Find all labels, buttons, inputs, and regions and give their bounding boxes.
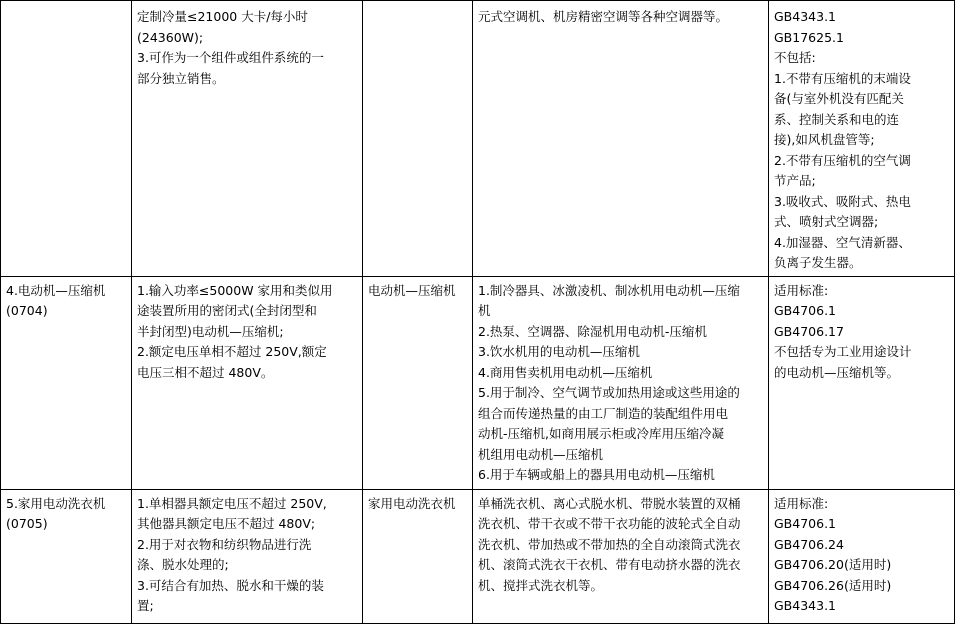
standards-cell: [769, 1, 955, 277]
standards-line: GB4706.17: [774, 323, 844, 339]
standards-line: GB4706.1: [774, 303, 836, 318]
category-line: (0705): [6, 516, 48, 531]
examples-line: 机、搅拌式洗衣机等。: [478, 577, 604, 593]
examples-line: 单桶洗衣机、离心式脱水机、带脱水装置的双桶: [478, 495, 741, 511]
standards-line: GB4706.20(适用时): [774, 557, 892, 572]
scope-line: 涤、脱水处理的;: [137, 557, 229, 572]
category-line: (0704): [6, 303, 48, 318]
scope-line: 3.可作为一个组件或组件系统的一: [137, 50, 324, 65]
scope-line: 其他器具额定电压不超过 480V;: [137, 516, 316, 531]
scope-line: (24360W);: [137, 29, 204, 45]
scope-line: 2.用于对衣物和纺织物品进行洗: [137, 536, 312, 552]
scope-line: 半封闭型)电动机—压缩机;: [137, 323, 284, 339]
standards-line: 节产品;: [774, 173, 816, 188]
scope-line: 置;: [137, 598, 154, 613]
examples-line: 机、滚筒式洗衣干衣机、带有电动挤水器的洗衣: [478, 557, 741, 572]
scope-line: 3.可结合有加热、脱水和干燥的装: [137, 577, 324, 593]
standards-line: GB17625.1: [774, 29, 844, 45]
examples-line: 2.热泵、空调器、除湿机用电动机-压缩机: [478, 323, 707, 339]
table-row: [1, 489, 955, 623]
table-row: [1, 276, 955, 489]
standards-line: 不包括:: [774, 50, 816, 65]
category-cell: [1, 489, 132, 623]
scope-line: 部分独立销售。: [137, 70, 225, 86]
product-line: 电动机—压缩机: [368, 282, 456, 298]
examples-line: 元式空调机、机房精密空调等各种空调器等。: [478, 9, 729, 24]
examples-line: 洗衣机、带加热或不带加热的全自动滚筒式洗衣: [478, 536, 741, 552]
standards-line: GB4706.26(适用时): [774, 577, 892, 593]
standards-line: 适用标准:: [774, 495, 829, 511]
examples-line: 洗衣机、带干衣或不带干衣功能的波轮式全自动: [478, 516, 741, 531]
standards-line: 备(与室外机没有匹配关: [774, 91, 904, 106]
standards-line: 2.不带有压缩机的空气调: [774, 152, 911, 168]
examples-line: 机组用电动机—压缩机: [478, 446, 604, 462]
scope-line: 1.单相器具额定电压不超过 250V,: [137, 495, 327, 511]
scope-line: 2.额定电压单相不超过 250V,额定: [137, 344, 327, 359]
standards-line: 系、控制关系和电的连: [774, 111, 900, 127]
standards-line: 适用标准:: [774, 282, 829, 298]
product-line: 家用电动洗衣机: [368, 495, 456, 511]
standards-line: GB4706.24: [774, 536, 844, 552]
scope-cell: [132, 1, 363, 277]
standards-line: GB4706.1: [774, 516, 836, 531]
product-cell: [363, 276, 473, 489]
examples-line: 组合而传递热量的由工厂制造的装配组件用电: [478, 405, 729, 421]
examples-line: 机: [478, 303, 491, 318]
standards-cell: [769, 276, 955, 489]
category-line: 4.电动机—压缩机: [6, 282, 106, 298]
standards-line: 1.不带有压缩机的末端设: [774, 70, 911, 86]
product-cell: [363, 489, 473, 623]
standards-line: GB4343.1: [774, 9, 836, 24]
examples-line: 6.用于车辆或船上的器具用电动机—压缩机: [478, 467, 715, 482]
scope-cell: [132, 489, 363, 623]
examples-line: 动机-压缩机,如商用展示柜或冷库用压缩冷凝: [478, 426, 724, 441]
examples-line: 3.饮水机用的电动机—压缩机: [478, 344, 640, 359]
scope-line: 电压三相不超过 480V。: [137, 364, 274, 380]
table-row: [1, 1, 955, 277]
standards-line: GB4343.1: [774, 598, 836, 613]
category-cell: [1, 1, 132, 277]
scope-line: 定制冷量≤21000 大卡/每小时: [137, 9, 308, 24]
standards-line: 负离子发生器。: [774, 255, 862, 270]
examples-cell: [473, 1, 769, 277]
examples-line: 5.用于制冷、空气调节或加热用途或这些用途的: [478, 385, 740, 400]
scope-line: 途装置所用的密闭式(全封闭型和: [137, 303, 317, 318]
category-cell: [1, 276, 132, 489]
examples-cell: [473, 276, 769, 489]
standards-line: 接),如风机盘管等;: [774, 132, 875, 147]
examples-cell: [473, 489, 769, 623]
examples-line: 1.制冷器具、冰激凌机、制冰机用电动机—压缩: [478, 282, 740, 298]
product-cell: [363, 1, 473, 277]
standards-line: 的电动机—压缩机等。: [774, 364, 900, 380]
scope-cell: [132, 276, 363, 489]
standards-line: 式、喷射式空调器;: [774, 214, 879, 229]
category-line: 5.家用电动洗衣机: [6, 495, 106, 511]
standards-line: 3.吸收式、吸附式、热电: [774, 193, 911, 209]
examples-line: 4.商用售卖机用电动机—压缩机: [478, 364, 653, 380]
scope-line: 1.输入功率≤5000W 家用和类似用: [137, 282, 333, 298]
standards-cell: [769, 489, 955, 623]
standards-line: 4.加湿器、空气清新器、: [774, 234, 911, 250]
standards-line: 不包括专为工业用途设计: [774, 344, 912, 359]
